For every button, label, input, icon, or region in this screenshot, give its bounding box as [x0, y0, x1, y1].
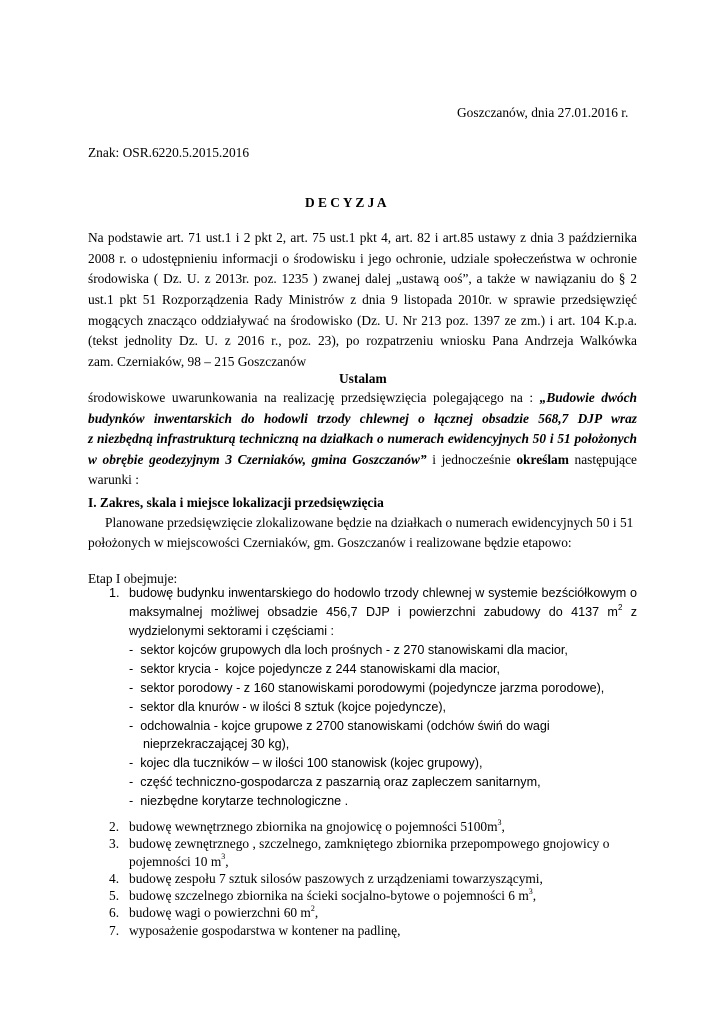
list-number: 2. — [109, 819, 120, 834]
list-item — [109, 922, 649, 939]
item-line: budowę budynku inwentarskiego do hodowlo trzody chlewnej w systemie bezściółkowym o — [129, 586, 637, 600]
item-body: pojemności 10 m — [129, 853, 222, 869]
item-text: z — [622, 604, 638, 619]
intro-paragraph — [88, 228, 637, 373]
list-item — [109, 904, 649, 921]
item-tail: , — [225, 853, 229, 869]
item-body: budowę szczelnego zbiornika na ścieki socjalno-bytowe o pojemności 6 m — [129, 888, 529, 904]
intro-line: (tekst jednolity Dz. U. z 2016 r., poz. 23), po rozpatrzeniu wniosku Pana Andrzeja Walkówka — [88, 333, 637, 349]
sublist-item: - kojec dla tuczników – w ilości 100 stanowisk (kojec grupowy), — [129, 756, 483, 771]
item-tail: , — [532, 888, 537, 904]
item-body: wyposażenie gospodarstwa w kontener na padlinę, — [129, 922, 401, 938]
ustalam-heading: Ustalam — [339, 371, 387, 386]
superscript: 3 — [497, 817, 502, 827]
intro-line: zam. Czerniaków, 98 – 215 Goszczanów — [88, 354, 307, 370]
list-item — [109, 870, 649, 887]
place-date: Goszczanów, dnia 27.01.2016 r. — [457, 105, 629, 120]
sublist-item: - sektor dla knurów - w ilości 8 sztuk (kojce pojedyncze), — [129, 699, 447, 714]
item-tail: , — [314, 905, 319, 921]
item-body: budowę zespołu 7 sztuk silosów paszowych z urządzeniami towarzyszącymi, — [129, 870, 543, 886]
list-item-1 — [129, 584, 637, 641]
item-text — [129, 818, 505, 835]
etap-label: Etap I obejmuje: — [88, 571, 178, 586]
ustalam-text: następujące — [568, 451, 637, 467]
list-number: 3. — [109, 836, 120, 852]
list-item — [109, 887, 649, 904]
item-body: budowę wewnętrznego zbiornika na gnojowicę o pojemności 5100m — [129, 819, 498, 834]
reference-number: Znak: OSR.6220.5.2015.2016 — [88, 145, 250, 160]
intro-line: środowiska ( Dz. U. z 2013r. poz. 1235 ) zwanej dalej „ustawą ooś”, a także w nawiązaniu do § 2 — [88, 271, 637, 287]
list-number: 1. — [109, 586, 120, 600]
item-tail: , — [501, 819, 505, 834]
item-text — [129, 870, 543, 887]
list-number — [109, 853, 129, 870]
item-text — [129, 904, 318, 921]
list-item — [109, 853, 649, 870]
ustalam-text: i jednocześnie — [426, 451, 517, 467]
ustalam-line — [88, 388, 637, 409]
sublist-item: - sektor kojców grupowych dla loch prośnych - z 270 stanowiskami dla macior, — [129, 643, 568, 657]
item-line: wydzielonymi sektorami i częściami : — [129, 623, 335, 638]
project-name: „Budowie dwóch — [539, 390, 637, 405]
okreslam-text: określam — [516, 451, 569, 467]
document-title: D E C Y Z J A — [305, 195, 387, 210]
intro-line: 2008 r. o udostępnieniu informacji o środowisku i jego ochronie, udziale społeczeństwa w ochronie — [88, 250, 637, 266]
list-number: 4. — [109, 870, 120, 886]
list-number: 5. — [109, 888, 120, 904]
superscript: 2 — [617, 602, 623, 612]
section-heading: I. Zakres, skala i miejsce lokalizacji przedsięwzięcia — [88, 495, 384, 510]
list-item — [109, 835, 649, 852]
list-item — [109, 818, 649, 835]
item-body: budowę zewnętrznego , szczelnego, zamkniętego zbiornika przepompowego gnojowicy o — [129, 836, 610, 852]
ustalam-line — [88, 450, 637, 471]
project-name-line: z niezbędną infrastrukturą techniczną na działkach o numerach ewidencyjnych 50 i 51 położonych — [88, 431, 637, 446]
intro-line: Na podstawie art. 71 ust.1 i 2 pkt 2, art. 75 ust.1 pkt 4, art. 82 i art.85 ustawy z dnia 3 października — [88, 230, 637, 245]
list-number: 6. — [109, 905, 120, 921]
superscript: 3 — [528, 886, 533, 896]
ustalam-paragraph — [88, 388, 637, 491]
sublist-item: - niezbędne korytarze technologiczne . — [129, 794, 349, 809]
items-list — [109, 818, 649, 939]
item-text — [129, 835, 609, 852]
item-line — [129, 603, 637, 622]
item-body: budowę wagi o powierzchni 60 m — [129, 905, 311, 921]
superscript: 3 — [221, 852, 226, 862]
sublist-item: - odchowalnia - kojce grupowe z 2700 stanowiskami (odchów świń do wagi — [129, 718, 550, 733]
project-name-end: w obrębie geodezyjnym 3 Czerniaków, gmina Goszczanów” — [88, 451, 427, 467]
ustalam-text: środowiskowe uwarunkowania na realizację przedsięwzięcia polegającego na : — [88, 390, 540, 405]
sublist-item: nieprzekraczającej 30 kg), — [129, 737, 290, 752]
sublist-item: - część techniczno-gospodarcza z paszarnią oraz zapleczem sanitarnym, — [129, 775, 541, 790]
section-paragraph-line: położonych w miejscowości Czerniaków, gm. Goszczanów i realizowane będzie etapowo: — [88, 535, 572, 550]
intro-line: mogących znacząco oddziaływać na środowisko (Dz. U. Nr 213 poz. 1397 ze zm.) i art. 104 K.p.a. — [88, 312, 637, 328]
section-paragraph-line: Planowane przedsięwzięcie zlokalizowane będzie na działkach o numerach ewidencyjnych 50 i 51 — [105, 515, 634, 530]
intro-line: ust.1 pkt 51 Rozporządzenia Rady Ministrów z dnia 9 listopada 2010r. w sprawie przedsięwzięć — [88, 292, 637, 308]
sublist — [129, 641, 649, 811]
project-name-line: budynków inwentarskich do hodowli trzody chlewnej o łącznej obsadzie 568,7 DJP wraz — [88, 410, 637, 426]
sublist-item: - sektor porodowy - z 160 stanowiskami porodowymi (pojedyncze jarzma porodowe), — [129, 680, 605, 695]
item-text — [129, 887, 536, 904]
item-text: maksymalnej możliwej obsadzie 456,7 DJP i powierzchni zabudowy do 4137 m — [129, 604, 618, 619]
list-number: 7. — [109, 922, 120, 938]
item-text — [129, 922, 400, 939]
sublist-item: - sektor krycia - kojce pojedyncze z 244 stanowiskami dla macior, — [129, 661, 500, 676]
item-text — [129, 853, 229, 870]
ustalam-line: warunki : — [88, 472, 139, 487]
superscript: 2 — [310, 904, 315, 914]
